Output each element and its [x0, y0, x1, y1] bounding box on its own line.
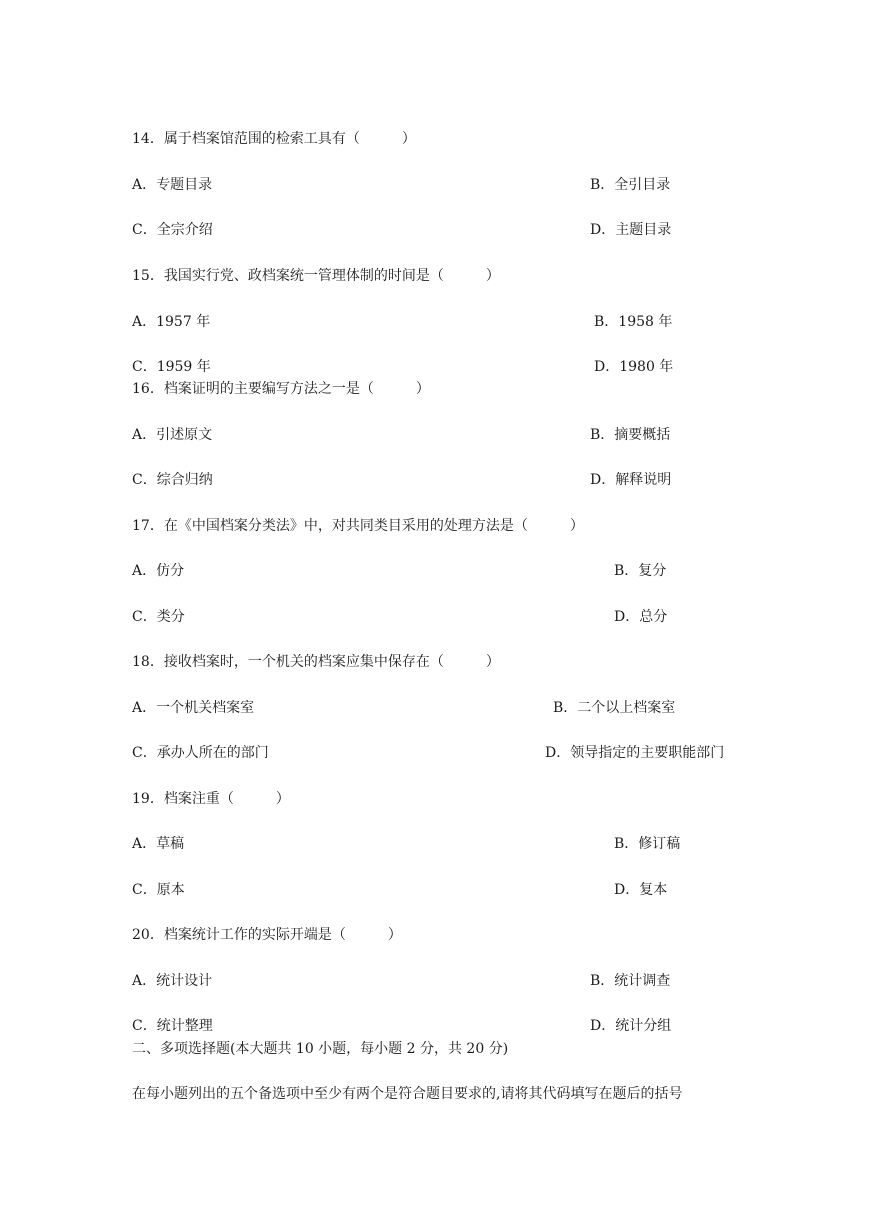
question-16-option-c: C．综合归纳	[132, 472, 213, 488]
question-15-option-c: C．1959 年	[132, 359, 211, 375]
question-16-stem: 16．档案证明的主要编写方法之一是（ ）	[132, 381, 430, 397]
question-15-option-a: A．1957 年	[132, 314, 211, 330]
question-18-option-b: B．二个以上档案室	[553, 700, 676, 716]
question-18-stem: 18．接收档案时，一个机关的档案应集中保存在（ ）	[132, 654, 500, 670]
question-14-option-b: B．全引目录	[590, 177, 671, 193]
question-19-option-c: C．原本	[132, 882, 185, 898]
question-14-option-d: D．主题目录	[590, 222, 672, 238]
question-16-option-a: A．引述原文	[132, 427, 213, 443]
question-17-option-b: B．复分	[614, 563, 667, 579]
question-14-option-c: C．全宗介绍	[132, 222, 213, 238]
question-19-stem: 19．档案注重（ ）	[132, 791, 290, 807]
question-20-option-d: D．统计分组	[590, 1018, 672, 1034]
question-18-option-c: C．承办人所在的部门	[132, 745, 269, 761]
question-20-option-c: C．统计整理	[132, 1018, 213, 1034]
question-20-option-a: A．统计设计	[132, 973, 213, 989]
question-18-option-d: D．领导指定的主要职能部门	[545, 745, 725, 761]
section-2-instruction: 在每小题列出的五个备选项中至少有两个是符合题目要求的,请将其代码填写在题后的括号	[132, 1086, 683, 1102]
question-20-option-b: B．统计调查	[590, 973, 671, 989]
question-17-option-c: C．类分	[132, 609, 185, 625]
question-16-option-b: B．摘要概括	[590, 427, 671, 443]
question-14-stem: 14．属于档案馆范围的检索工具有（ ）	[132, 131, 416, 147]
question-19-option-b: B．修订稿	[614, 836, 681, 852]
question-18-option-a: A．一个机关档案室	[132, 700, 255, 716]
question-20-stem: 20．档案统计工作的实际开端是（ ）	[132, 927, 402, 943]
question-17-option-a: A．仿分	[132, 563, 185, 579]
question-15-option-d: D．1980 年	[594, 359, 674, 375]
question-17-stem: 17．在《中国档案分类法》中，对共同类目采用的处理方法是（ ）	[132, 518, 584, 534]
question-16-option-d: D．解释说明	[590, 472, 672, 488]
section-2-title: 二、多项选择题(本大题共 10 小题，每小题 2 分，共 20 分)	[132, 1041, 509, 1057]
question-15-option-b: B．1958 年	[594, 314, 673, 330]
question-17-option-d: D．总分	[614, 609, 668, 625]
question-19-option-a: A．草稿	[132, 836, 185, 852]
question-15-stem: 15．我国实行党、政档案统一管理体制的时间是（ ）	[132, 268, 500, 284]
question-19-option-d: D．复本	[614, 882, 668, 898]
question-14-option-a: A．专题目录	[132, 177, 213, 193]
